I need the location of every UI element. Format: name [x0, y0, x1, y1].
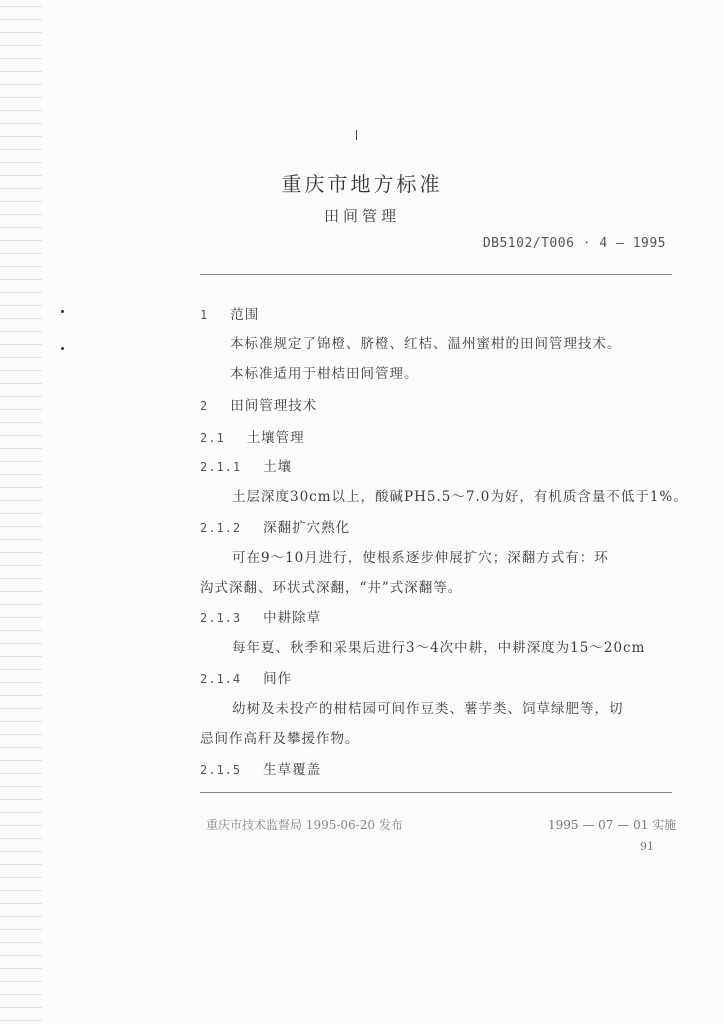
- section-title: 土壤管理: [246, 430, 305, 446]
- scan-mark: [356, 130, 357, 140]
- section-heading: [200, 303, 259, 323]
- section-title: 土壤: [263, 459, 293, 475]
- section-number: 2.1.3: [200, 611, 242, 625]
- section-title: 中耕除草: [263, 610, 322, 626]
- standard-code: DB5102/T006 · 4 — 1995: [482, 236, 666, 251]
- implementation-date: 1995 — 07 — 01 实施: [548, 818, 677, 832]
- paragraph: 本标准适用于柑桔田间管理。: [230, 366, 419, 382]
- section-heading: [200, 606, 321, 626]
- footer-rule: [200, 792, 672, 793]
- issue-info: 重庆市技术监督局 1995-06-20 发布: [206, 818, 403, 832]
- scan-dot: [61, 347, 64, 350]
- section-heading: [200, 455, 292, 475]
- section-number: 2.1.5: [200, 763, 242, 777]
- section-title: 深翻扩穴熟化: [263, 520, 351, 536]
- paragraph: 每年夏、秋季和采果后进行3～4次中耕，中耕深度为15～20cm: [232, 640, 646, 656]
- paragraph: 土层深度30cm以上，酸碱PH5.5～7.0为好，有机质含量不低于1%。: [232, 489, 688, 505]
- paragraph: 幼树及未投产的柑桔园可间作豆类、薯芋类、饲草绿肥等，切: [232, 701, 624, 717]
- paragraph: 忌间作高秆及攀援作物。: [200, 731, 360, 747]
- section-heading: [200, 426, 305, 446]
- section-title: 范围: [230, 307, 260, 323]
- section-title: 间作: [263, 671, 293, 687]
- section-heading: [200, 758, 321, 778]
- section-number: 2.1: [200, 431, 225, 445]
- section-title: 生草覆盖: [263, 762, 322, 778]
- section-number: 2: [200, 399, 209, 413]
- paragraph: 可在9～10月进行，使根系逐步伸展扩穴；深翻方式有：环: [232, 550, 609, 566]
- section-number: 2.1.1: [200, 460, 242, 474]
- section-heading: [200, 667, 292, 687]
- paragraph: 本标准规定了锦橙、脐橙、红桔、温州蜜柑的田间管理技术。: [230, 336, 622, 352]
- standard-subtitle: 田间管理: [323, 207, 400, 225]
- section-number: 1: [200, 308, 209, 322]
- section-number: 2.1.2: [200, 521, 242, 535]
- section-number: 2.1.4: [200, 672, 242, 686]
- header-rule: [200, 274, 672, 275]
- scan-edge: [0, 0, 42, 1024]
- section-heading: [200, 394, 317, 414]
- page-number: 91: [640, 840, 654, 853]
- standard-title: 重庆市地方标准: [281, 172, 443, 196]
- scan-dot: [61, 310, 64, 313]
- section-title: 田间管理技术: [230, 398, 318, 414]
- paragraph: 沟式深翻、环状式深翻，“井”式深翻等。: [200, 580, 463, 596]
- section-heading: [200, 516, 350, 536]
